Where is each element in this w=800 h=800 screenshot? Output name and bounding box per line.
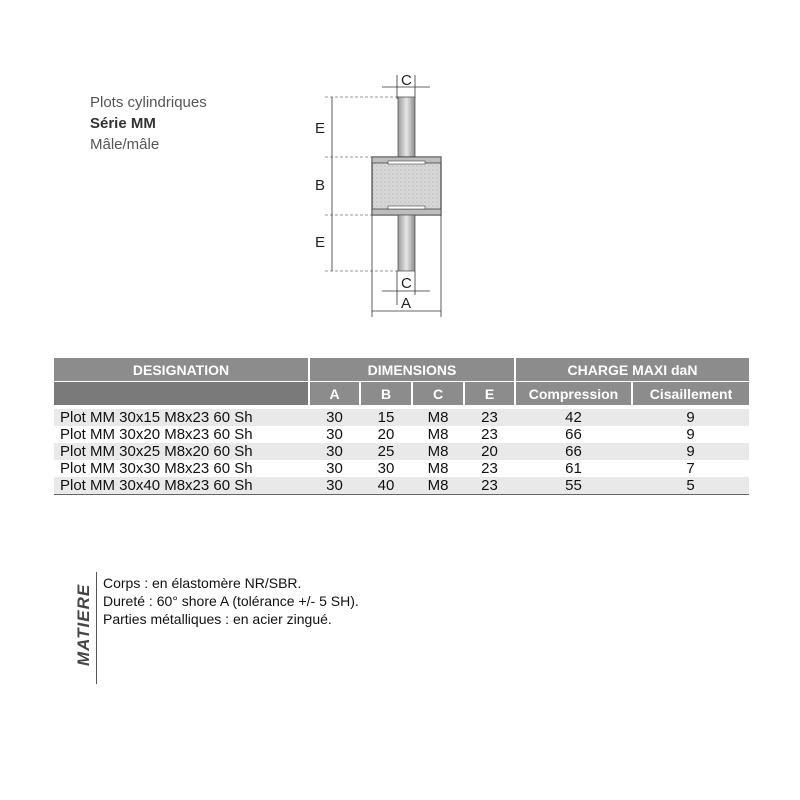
cell-cisaillement: 7 [686, 460, 695, 477]
cell-e: 23 [481, 426, 498, 443]
cell-compression: 66 [565, 426, 582, 443]
table-row [54, 426, 749, 443]
header-charge: CHARGE MAXI daN [515, 358, 749, 382]
cell-b: 20 [377, 426, 395, 443]
material-lines [103, 574, 359, 628]
material-label-bar [72, 572, 97, 684]
header-dimensions: DIMENSIONS [309, 358, 515, 382]
cell-designation: Plot MM 30x20 M8x23 60 Sh [60, 426, 253, 443]
cell-designation: Plot MM 30x30 M8x23 60 Sh [60, 460, 253, 477]
header-designation: DESIGNATION [54, 358, 309, 382]
cell-a: 30 [309, 443, 360, 460]
col-c: C [412, 382, 464, 406]
product-family: Plots cylindriques [90, 94, 207, 111]
cell-c: M8 [412, 477, 464, 495]
col-e: E [464, 382, 515, 406]
cell-e: 23 [464, 409, 515, 426]
table-row [54, 409, 749, 426]
cell-b: 30 [377, 460, 395, 477]
dim-label-b: B [315, 177, 326, 194]
cell-cisaillement: 5 [632, 477, 749, 495]
spec-table [54, 358, 749, 495]
dim-label-e-bottom: E [315, 234, 326, 251]
dim-label-e-top: E [315, 120, 326, 137]
dim-label-c-top: C [401, 72, 412, 89]
table-row [54, 477, 749, 495]
dim-label-c-bottom: C [401, 275, 412, 292]
cell-cisaillement: 9 [632, 443, 749, 460]
technical-drawing [300, 65, 480, 325]
cell-cisaillement: 9 [632, 409, 749, 426]
top-stud [398, 97, 415, 157]
cell-a: 30 [309, 477, 360, 495]
cell-designation: Plot MM 30x40 M8x23 60 Sh [54, 477, 309, 495]
col-cisaillement: Cisaillement [632, 382, 749, 406]
cell-c: M8 [427, 426, 449, 443]
cell-designation: Plot MM 30x15 M8x23 60 Sh [54, 409, 309, 426]
cell-b: 40 [360, 477, 412, 495]
cell-c: M8 [427, 460, 449, 477]
cell-a: 30 [326, 426, 343, 443]
col-a: A [309, 382, 360, 406]
cell-a: 30 [326, 460, 343, 477]
cell-e: 23 [481, 460, 498, 477]
dim-label-a: A [401, 295, 412, 312]
cell-c: M8 [412, 409, 464, 426]
product-intro [90, 92, 207, 155]
material-label: MATIERE [74, 583, 93, 666]
cell-b: 25 [360, 443, 412, 460]
cell-cisaillement: 9 [686, 426, 695, 443]
cell-c: M8 [412, 443, 464, 460]
cell-e: 20 [464, 443, 515, 460]
table-row [54, 460, 749, 477]
cell-compression: 42 [515, 409, 632, 426]
bottom-stud [398, 215, 415, 271]
col-b: B [360, 382, 412, 406]
col-compression: Compression [515, 382, 632, 406]
cell-compression: 55 [515, 477, 632, 495]
cell-compression: 66 [515, 443, 632, 460]
cell-a: 30 [309, 409, 360, 426]
table-row [54, 443, 749, 460]
cell-b: 15 [360, 409, 412, 426]
cell-e: 23 [464, 477, 515, 495]
header-designation-sub [54, 382, 309, 406]
material-line-body: Corps : en élastomère NR/SBR. [103, 575, 302, 591]
cell-compression: 61 [565, 460, 582, 477]
product-type: Mâle/mâle [90, 136, 160, 153]
product-series: Série MM [90, 115, 156, 132]
material-line-metal: Parties métalliques : en acier zingué. [103, 611, 332, 627]
material-line-hardness: Dureté : 60° shore A (tolérance +/- 5 SH). [103, 593, 359, 609]
cell-designation: Plot MM 30x25 M8x20 60 Sh [54, 443, 309, 460]
